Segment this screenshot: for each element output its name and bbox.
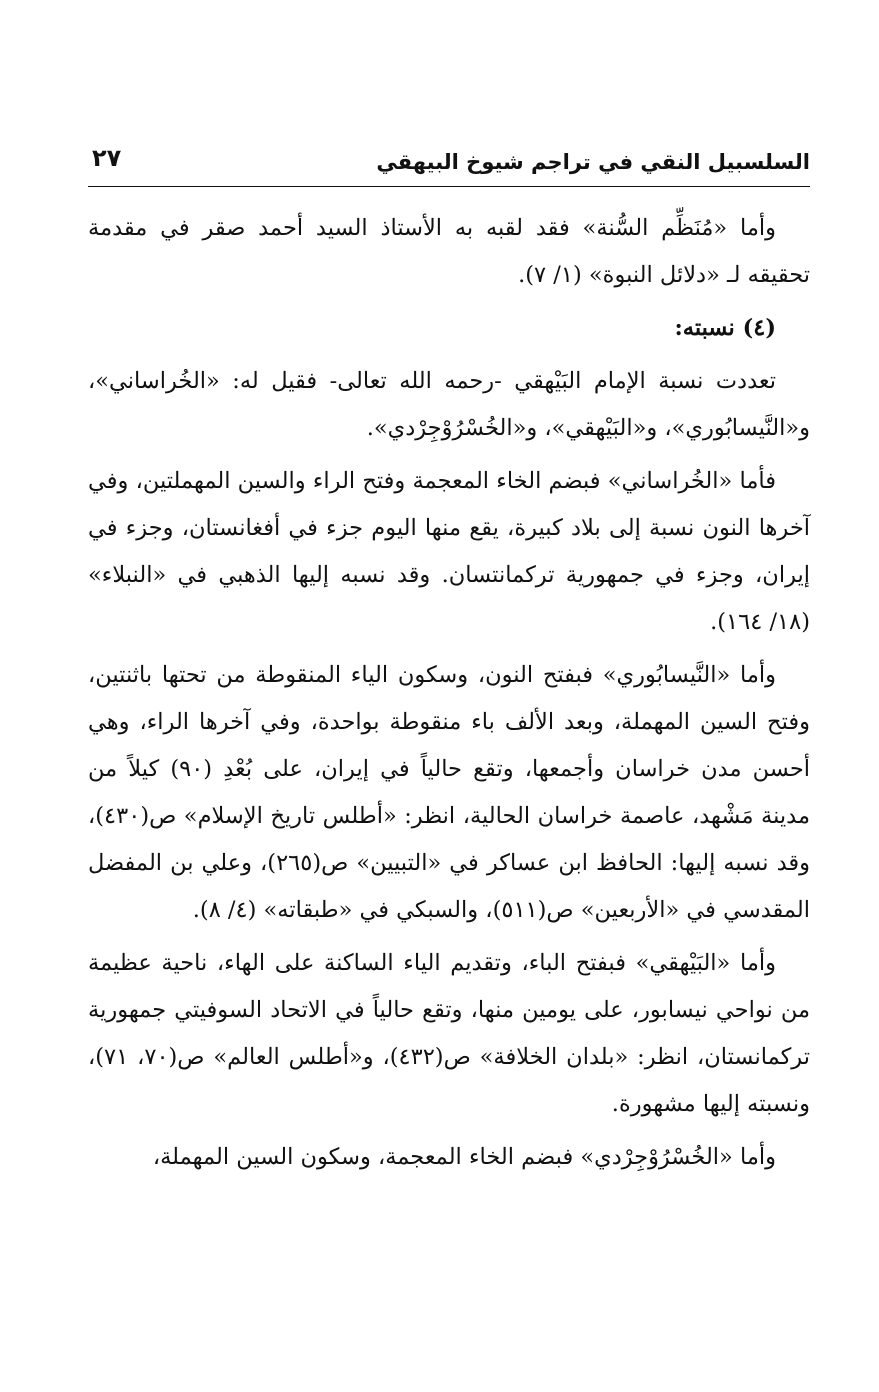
book-page — [88, 140, 810, 1320]
paragraph-nisba-intro: تعددت نسبة الإمام البَيْهقي -رحمه الله تعالى- فقيل له: «الخُراساني»، و«النَّيسابُوري»، و«البَيْهقي»، و«الخُسْرُوْجِرْدي». — [88, 368, 810, 441]
paragraph-naysaburi: وأما «النَّيسابُوري» فبفتح النون، وسكون الياء المنقوطة من تحتها باثنتين، وفتح السين المهملة، وبعد الألف باء منقوطة بواحدة، وفي آخرها الراء، وهي أحسن مدن خراسان وأجمعها، وتقع حالياً في إيران، على بُعْدِ (٩٠) كيلاً من مدينة مَشْهد، عاصمة خراسان الحالية، انظر: «أطلس تاريخ الإسلام» ص(٤٣٠)، وقد نسبه إليها: الحافظ ابن عساكر في «التبيين» ص(٢٦٥)، وعلي بن المفضل المقدسي في «الأربعين» ص(٥١١)، والسبكي في «طبقاته» (٤/ ٨). — [88, 662, 810, 923]
running-title: السلسبيل النقي في تراجم شيوخ البيهقي — [376, 150, 810, 174]
paragraph-bayhaqi: وأما «البَيْهقي» فبفتح الباء، وتقديم الياء الساكنة على الهاء، ناحية عظيمة من نواحي نيسابور، على يومين منها، وتقع حالياً في الاتحاد السوفيتي جمهورية تركمانستان، انظر: «بلدان الخلافة» ص(٤٣٢)، و«أطلس العالم» ص(٧٠، ٧١)، ونسبته إليها مشهورة. — [88, 950, 810, 1117]
page-number: ٢٧ — [92, 144, 122, 172]
body-text — [88, 205, 810, 1181]
paragraph-khusrawjirdi: وأما «الخُسْرُوْجِرْدي» فبضم الخاء المعجمة، وسكون السين المهملة، — [152, 1144, 776, 1170]
section-heading-nisba: (٤) نسبته: — [674, 315, 776, 341]
paragraph-khurasani: فأما «الخُراساني» فبضم الخاء المعجمة وفتح الراء والسين المهملتين، وفي آخرها النون نسبة إلى بلاد كبيرة، يقع منها اليوم جزء في أفغانستان، وجزء في إيران، وجزء في جمهورية تركمانتسان. وقد نسبه إليها الذهبي في «النبلاء» (١٨/ ١٦٤). — [88, 468, 810, 635]
running-head — [88, 140, 810, 187]
paragraph-munazzim-al-sunna: وأما «مُنَظِّم السُّنة» فقد لقبه به الأستاذ السيد أحمد صقر في مقدمة تحقيقه لـ «دلائل النبوة» (١/ ٧). — [88, 215, 810, 288]
